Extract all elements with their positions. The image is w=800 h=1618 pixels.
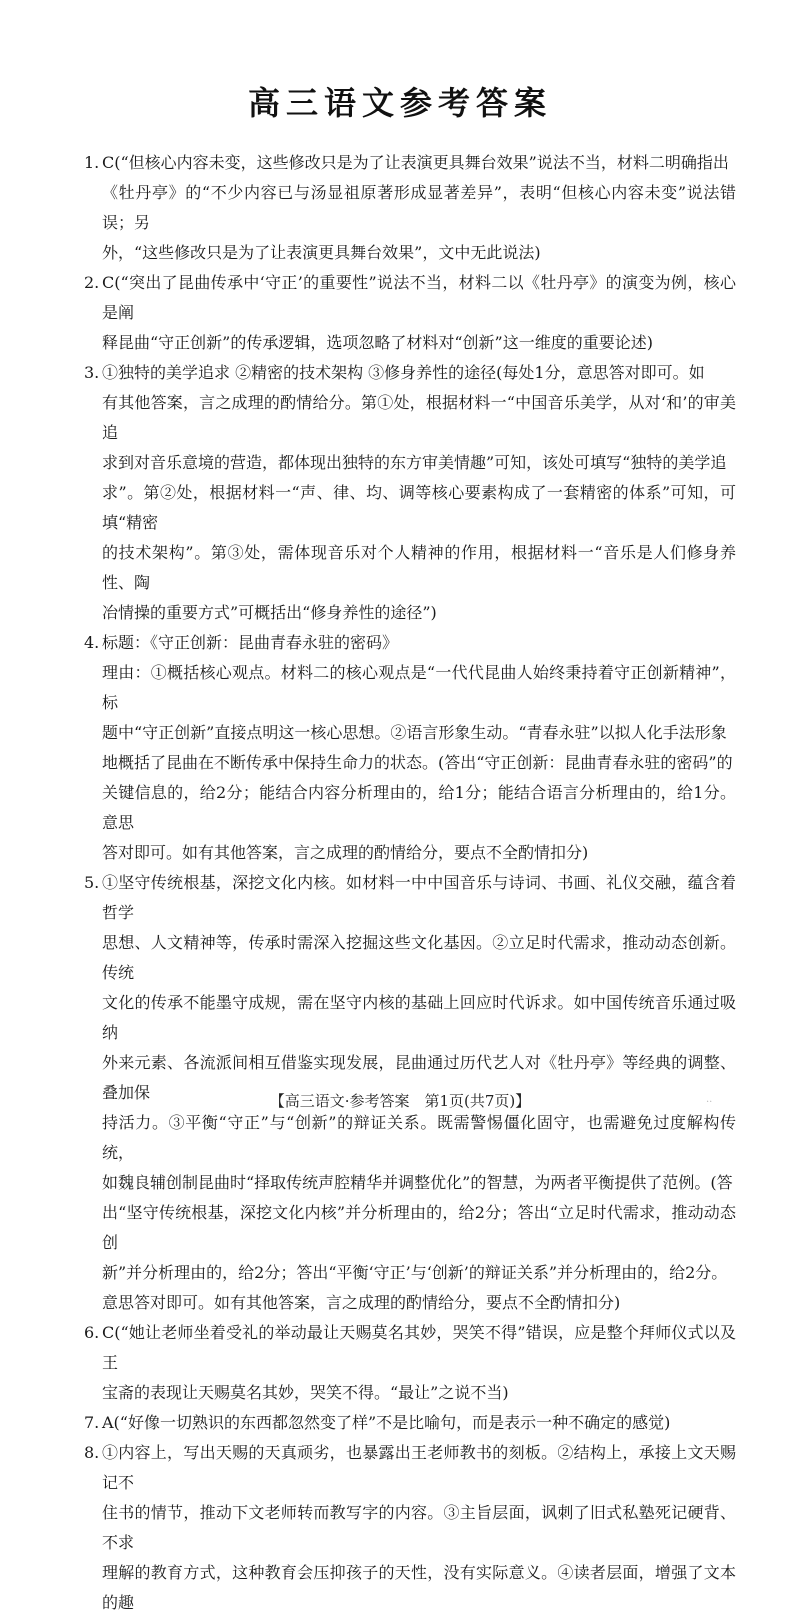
answer-number: 5.	[84, 873, 100, 892]
answer-line: 关键信息的，给2分；能结合内容分析理由的，给1分；能结合语言分析理由的，给1分。意思	[102, 783, 736, 832]
answer-line: 的技术架构”。第③处，需体现音乐对个人精神的作用，根据材料一“音乐是人们修身养性、陶	[102, 543, 736, 592]
answer-list	[84, 148, 736, 1618]
corner-mark: ..	[706, 1094, 713, 1105]
answer-line: 出“坚守传统根基，深挖文化内核”并分析理由的，给2分；答出“立足时代需求，推动动态创	[102, 1203, 736, 1252]
answer-line: 持活力。③平衡“守正”与“创新”的辩证关系。既需警惕僵化固守，也需避免过度解构传统，	[102, 1113, 736, 1162]
answer-line: C(“突出了昆曲传承中‘守正’的重要性”说法不当，材料二以《牡丹亭》的演变为例，核心是阐	[102, 273, 736, 322]
answer-line: 题中“守正创新”直接点明这一核心思想。②语言形象生动。“青春永驻”以拟人化手法形象	[102, 723, 727, 742]
answer-line: ①内容上，写出天赐的天真顽劣，也暴露出王老师教书的刻板。②结构上，承接上文天赐记不	[102, 1443, 736, 1492]
answer-line: 释昆曲“守正创新”的传承逻辑，选项忽略了材料对“创新”这一维度的重要论述)	[102, 333, 653, 352]
answer-line: 宝斋的表现让天赐莫名其妙，哭笑不得。“最让”之说不当)	[102, 1383, 509, 1402]
answer-text	[102, 358, 736, 628]
answer-line: 地概括了昆曲在不断传承中保持生命力的状态。(答出“守正创新：昆曲青春永驻的密码”的	[102, 753, 733, 772]
answer-line: C(“她让老师坐着受礼的举动最让天赐莫名其妙，哭笑不得”错误，应是整个拜师仪式以及王	[102, 1323, 736, 1372]
answer-line: 理解的教育方式，这种教育会压抑孩子的天性，没有实际意义。④读者层面，增强了文本的趣	[102, 1563, 736, 1612]
answer-line: 文化的传承不能墨守成规，需在坚守内核的基础上回应时代诉求。如中国传统音乐通过吸纳	[102, 993, 736, 1042]
answer-text	[102, 1438, 736, 1618]
answer-text	[102, 1408, 736, 1438]
answer-line: 有其他答案，言之成理的酌情给分。第①处，根据材料一“中国音乐美学，从对‘和’的审美追	[102, 393, 736, 442]
page-footer: 【高三语文·参考答案 第1页(共7页)】	[269, 1092, 531, 1110]
answer-item	[84, 358, 736, 628]
answer-item	[84, 628, 736, 868]
answer-number: 1.	[84, 153, 100, 172]
answer-line: 如魏良辅创制昆曲时“择取传统声腔精华并调整优化”的智慧，为两者平衡提供了范例。(答	[102, 1173, 733, 1192]
answer-line: 外来元素、各流派间相互借鉴实现发展，昆曲通过历代艺人对《牡丹亭》等经典的调整、叠加保	[102, 1053, 736, 1102]
answer-item	[84, 148, 736, 268]
answer-line: 住书的情节，推动下文老师转而教写字的内容。③主旨层面，讽刺了旧式私塾死记硬背、不求	[102, 1503, 736, 1552]
answer-line: A(“好像一切熟识的东西都忽然变了样”不是比喻句，而是表示一种不确定的感觉)	[102, 1413, 671, 1432]
answer-line: 意思答对即可。如有其他答案，言之成理的酌情给分，要点不全酌情扣分)	[102, 1293, 621, 1312]
answer-item	[84, 1408, 736, 1438]
answer-text	[102, 1318, 736, 1408]
answer-line: 思想、人文精神等，传承时需深入挖掘这些文化基因。②立足时代需求，推动动态创新。传统	[102, 933, 736, 982]
answer-line: 理由：①概括核心观点。材料二的核心观点是“一代代昆曲人始终秉持着守正创新精神”，标	[102, 663, 736, 712]
answer-text	[102, 148, 736, 268]
answer-text	[102, 628, 736, 868]
answer-item	[84, 268, 736, 358]
answer-number: 4.	[84, 633, 100, 652]
answer-line: 求到对音乐意境的营造，都体现出独特的东方审美情趣”可知，该处可填写“独特的美学追	[102, 453, 727, 472]
answer-line: 求”。第②处，根据材料一“声、律、均、调等核心要素构成了一套精密的体系”可知，可填“精密	[102, 483, 736, 532]
answer-line: C(“但核心内容未变，这些修改只是为了让表演更具舞台效果”说法不当，材料二明确指出	[102, 153, 729, 172]
answer-line: 新”并分析理由的，给2分；答出“平衡‘守正’与‘创新’的辩证关系”并分析理由的，给2分。	[102, 1263, 728, 1282]
answer-line: 冶情操的重要方式”可概括出“修身养性的途径”)	[102, 603, 437, 622]
answer-line: 答对即可。如有其他答案，言之成理的酌情给分，要点不全酌情扣分)	[102, 843, 589, 862]
answer-number: 2.	[84, 273, 100, 292]
answer-line: ①独特的美学追求 ②精密的技术架构 ③修身养性的途径(每处1分，意思答对即可。如	[102, 363, 705, 382]
answer-text	[102, 268, 736, 358]
answer-number: 3.	[84, 363, 100, 382]
answer-line: 标题：《守正创新：昆曲青春永驻的密码》	[102, 633, 399, 652]
answer-item	[84, 1318, 736, 1408]
answer-number: 6.	[84, 1323, 100, 1342]
answer-line: 《牡丹亭》的“不少内容已与汤显祖原著形成显著差异”，表明“但核心内容未变”说法错误；另	[102, 183, 736, 232]
answer-line: 外，“这些修改只是为了让表演更具舞台效果”，文中无此说法)	[102, 243, 541, 262]
answer-number: 7.	[84, 1413, 100, 1432]
answer-item	[84, 1438, 736, 1618]
answer-line: ①坚守传统根基，深挖文化内核。如材料一中中国音乐与诗词、书画、礼仪交融，蕴含着哲学	[102, 873, 736, 922]
page-title: 高三语文参考答案	[247, 84, 552, 122]
answer-number: 8.	[84, 1443, 100, 1462]
